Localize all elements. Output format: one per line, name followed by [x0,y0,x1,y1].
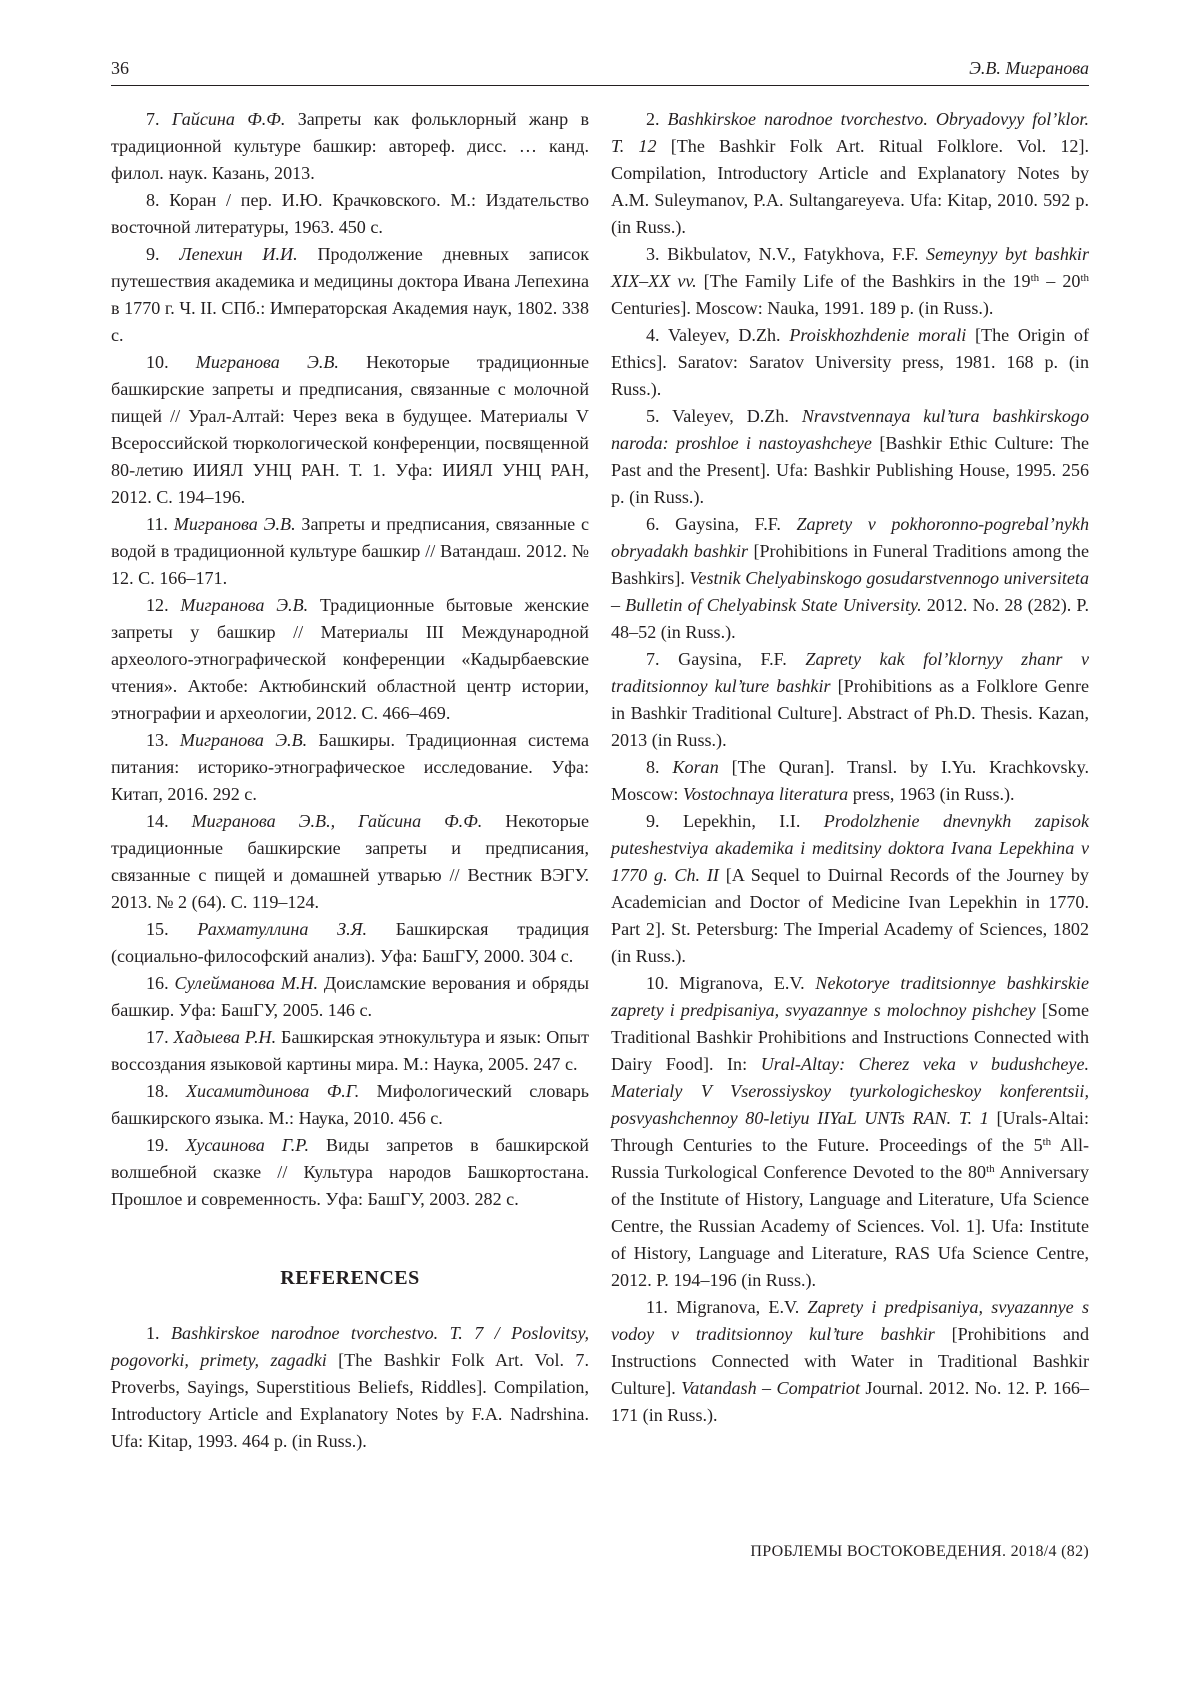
reference-text: Некоторые традиционные башкирские запреты и предписания, связанные с молочной пищей // Урал-Алтай: Через века в будущее. Материалы V Всероссийской тюркологической конференции, посвященной 80-летию ИИЯЛ УНЦ РАН. Т. 1. Уфа: ИИЯЛ УНЦ РАН, 2012. С. 194–196. [111,352,590,507]
reference-text: Башкирская этнокультура и язык: Опыт воссоздания языковой картины мира. М.: Наука, 2005. 247 с. [111,1027,590,1074]
reference-text: 17. [146,1027,174,1047]
reference-italic-text: Proiskhozhdenie morali [789,325,967,345]
reference-superscript: th [1080,272,1089,284]
reference-italic-text: Nekotorye traditsionnye bashkirskie zaprety i predpisaniya, svyazannye s molochnoy pishchey [611,973,1089,1020]
reference-superscript: th [1042,1136,1052,1148]
reference-italic-text: Мигранова Э.В. [173,514,296,534]
reference-text: 14. [146,811,192,831]
reference-text: 8. Коран / пер. И.Ю. Крачковского. М.: Издательство восточной литературы, 1963. 450 с. [111,190,589,237]
reference-entry [111,511,589,592]
reference-text: All-Russia Turkological Conference Devoted to the 80 [611,1135,1090,1182]
reference-text: [Prohibitions and Instructions Connected with Water in Traditional Bashkir Culture]. [611,1324,1090,1398]
reference-entry [111,1132,589,1213]
reference-text: Centuries]. Moscow: Nauka, 1991. 189 p. (in Russ.). [611,298,994,318]
reference-italic-text: Vestnik Chelyabinskogo gosudarstvennogo universiteta – Bulletin of Chelyabinsk State University. [611,568,1089,615]
reference-text: 2. [646,109,668,129]
reference-text: 5. Valeyev, D.Zh. [646,406,802,426]
reference-italic-text: Bashkirskoe narodnoe tvorchestvo. T. 7 / Poslovitsy, pogovorki, primety, zagadki [111,1323,589,1370]
reference-entry [111,808,589,916]
reference-italic-text: Vostochnaya literatura [682,784,849,804]
reference-italic-text: Мигранова Э.В. [180,595,309,615]
reference-text: 12. [146,595,181,615]
reference-text: [The Origin of Ethics]. Saratov: Saratov University press, 1981. 168 p. (in Russ.). [611,325,1089,399]
reference-text: Journal. 2012. No. 12. P. 166–171 (in Russ.). [611,1378,1090,1425]
reference-text: Виды запретов в башкирской волшебной сказке // Культура народов Башкортостана. Прошлое и современность. Уфа: БашГУ, 2003. 282 с. [111,1135,589,1209]
reference-italic-text: Лепехин И.И. [179,244,298,264]
reference-text: 10. Migranova, E.V. [646,973,816,993]
ru-reference-list [111,106,589,1213]
reference-italic-text: Хисамитдинова Ф.Г. [185,1081,360,1101]
right-column [611,106,1089,1429]
reference-entry [611,403,1089,511]
reference-italic-text: Zaprety kak fol’klornyy zhanr v traditsionnoy kul’ture bashkir [611,649,1090,696]
reference-italic-text: Мигранова Э.В. [179,730,308,750]
reference-entry [111,970,589,1024]
reference-entry [111,349,589,511]
reference-entry [111,592,589,727]
reference-text: 3. Bikbulatov, N.V., Fatykhova, F.F. [646,244,927,264]
reference-text: [Bashkir Ethic Culture: The Past and the Present]. Ufa: Bashkir Publishing House, 1995. 256 p. (in Russ.). [611,433,1089,507]
reference-text: 16. [146,973,175,993]
reference-entry [111,727,589,808]
reference-text: [Prohibitions in Funeral Traditions among the Bashkirs]. [611,541,1089,588]
reference-text: 19. [146,1135,186,1155]
reference-text: [The Bashkir Folk Art. Ritual Folklore. Vol. 12]. Compilation, Introductory Article and Explanatory Notes by A.M. Suleymanov, P.A. Sultangareyeva. Ufa: Kitap, 2010. 592 p. (in Russ.). [611,136,1089,237]
reference-italic-text: Хадыева Р.Н. [173,1027,277,1047]
reference-italic-text: Мигранова Э.В. [195,352,339,372]
reference-text: 7. [146,109,172,129]
reference-entry [111,1078,589,1132]
reference-text: Некоторые традиционные башкирские запреты и предписания, связанные с пищей и домашней утварью // Вестник ВЭГУ. 2013. № 2 (64). С. 119–124. [111,811,589,912]
reference-text: [Urals-Altai: Through Centuries to the Future. Proceedings of the 5 [611,1108,1089,1155]
reference-entry [611,970,1089,1294]
reference-entry [111,1320,589,1455]
reference-text: Башкиры. Традиционная система питания: историко-этнографическое исследование. Уфа: Китап, 2016. 292 с. [111,730,589,804]
page-number: 36 [111,58,129,78]
reference-text: 7. Gaysina, F.F. [646,649,806,669]
reference-entry [611,646,1089,754]
reference-text: [Some Traditional Bashkir Prohibitions and Instructions Connected with Dairy Food]. In: [611,1000,1089,1074]
reference-text: 8. [646,757,673,777]
reference-text: 13. [146,730,180,750]
reference-italic-text: Prodolzhenie dnevnykh zapisok puteshestviya akademika i meditsiny doktora Ivana Lepekhina v 1770 g. Ch. II [611,811,1089,885]
reference-text: press, 1963 (in Russ.). [848,784,1015,804]
reference-italic-text: Рахматуллина З.Я. [197,919,368,939]
reference-text: [The Quran]. Transl. by I.Yu. Krachkovsky. Moscow: [611,757,1089,804]
reference-text: Башкирская традиция (социально-философский анализ). Уфа: БашГУ, 2000. 304 с. [111,919,590,966]
reference-italic-text: Мигранова Э.В., Гайсина Ф.Ф. [191,811,483,831]
reference-text: Запреты и предписания, связанные с водой в традиционной культуре башкир // Ватандаш. 2012. № 12. С. 166–171. [111,514,589,588]
reference-italic-text: Zaprety v pokhoronno-pogrebal’nykh obryadakh bashkir [611,514,1089,561]
reference-entry [611,322,1089,403]
reference-entry [111,916,589,970]
reference-text: 9. Lepekhin, I.I. [646,811,824,831]
reference-italic-text: Ural-Altay: Cherez veka v budushcheye. Materialy V Vserossiyskoy tyurkologicheskoy konferentsii, posvyashchennoy 80-letiyu IIYaL UNTs RAN. T. 1 [611,1054,1089,1128]
reference-text: Традиционные бытовые женские запреты у башкир // Материалы III Международной археолого-этнографической конференции «Кадырбаевские чтения». Актобе: Актюбинский областной центр истории, этнографии и археологии, 2012. С. 466–469. [111,595,590,723]
reference-text: Мифологический словарь башкирского языка. М.: Наука, 2010. 456 с. [111,1081,589,1128]
reference-text: 15. [146,919,198,939]
reference-text: Anniversary of the Institute of History, Language and Literature, Ufa Science Centre, the Russian Academy of Sciences. Vol. 1]. Ufa: Institute of History, Language and Literature, RAS Ufa Science Centre, 2012. P. 194–196 (in Russ.). [611,1162,1089,1290]
reference-italic-text: Vatandash – Compatriot [681,1378,860,1398]
reference-text: Продолжение дневных записок путешествия академика и медицины доктора Ивана Лепехина в 1770 г. Ч. II. СПб.: Императорская Академия наук, 1802. 338 с. [111,244,590,345]
reference-italic-text: Гайсина Ф.Ф. [171,109,286,129]
reference-text: 11. [146,514,174,534]
reference-italic-text: Koran [672,757,719,777]
reference-italic-text: Nravstvennaya kul’tura bashkirskogo naroda: proshloe i nastoyashcheye [611,406,1089,453]
reference-text: Запреты как фольклорный жанр в традиционной культуре башкир: автореф. дисс. … канд. филол. наук. Казань, 2013. [111,109,589,183]
reference-text: 9. [146,244,180,264]
en-reference-list-right [611,106,1089,1429]
left-column [111,106,589,1455]
reference-text: [Prohibitions as a Folklore Genre in Bashkir Traditional Culture]. Abstract of Ph.D. Thesis. Kazan, 2013 (in Russ.). [611,676,1089,750]
reference-superscript: th [986,1163,995,1175]
reference-text: 11. Migranova, E.V. [646,1297,808,1317]
reference-italic-text: Semeynyy byt bashkir XIX–XX vv. [611,244,1089,291]
reference-italic-text: Bashkirskoe narodnoe tvorchestvo. Obryadovyy fol’klor. T. 12 [611,109,1089,156]
journal-footer: ПРОБЛЕМЫ ВОСТОКОВЕДЕНИЯ. 2018/4 (82) [750,1543,1089,1560]
reference-entry [111,241,589,349]
reference-italic-text: Хусаинова Г.Р. [185,1135,310,1155]
en-reference-list-left [111,1320,589,1455]
reference-text: 10. [146,352,196,372]
header-rule [111,85,1089,86]
reference-text: 4. Valeyev, D.Zh. [646,325,790,345]
reference-entry [111,1024,589,1078]
reference-text: 2012. No. 28 (282). P. 48–52 (in Russ.). [611,595,1089,642]
reference-italic-text: Zaprety i predpisaniya, svyazannye s vodoy v traditsionnoy kul’ture bashkir [611,1297,1089,1344]
reference-entry [611,808,1089,970]
reference-text: Доисламские верования и обряды башкир. Уфа: БашГУ, 2005. 146 с. [111,973,590,1020]
reference-entry [111,106,589,187]
references-heading: REFERENCES [280,1267,420,1289]
reference-entry [611,511,1089,646]
reference-text: – 20 [1039,271,1081,291]
reference-text: 6. Gaysina, F.F. [646,514,797,534]
reference-entry [611,241,1089,322]
running-head-author: Э.В. Мигранова [969,58,1089,78]
reference-text: [The Bashkir Folk Art. Vol. 7. Proverbs, Sayings, Superstitious Beliefs, Riddles]. Compilation, Introductory Article and Explanatory Notes by F.A. Nadrshina. Ufa: Kitap, 1993. 464 p. (in Russ.). [111,1350,589,1451]
reference-entry [611,754,1089,808]
reference-text: [The Family Life of the Bashkirs in the 19 [696,271,1031,291]
reference-text: 1. [146,1323,171,1343]
reference-text: 18. [146,1081,186,1101]
reference-superscript: th [1030,272,1040,284]
reference-entry [611,1294,1089,1429]
reference-text: [A Sequel to Duirnal Records of the Journey by Academician and Doctor of Medicine Ivan Lepekhin in 1770. Part 2]. St. Petersburg: The Imperial Academy of Sciences, 1802 (in Russ.). [611,865,1089,966]
reference-entry [611,106,1089,241]
reference-italic-text: Сулейманова М.Н. [174,973,319,993]
reference-entry [111,187,589,241]
